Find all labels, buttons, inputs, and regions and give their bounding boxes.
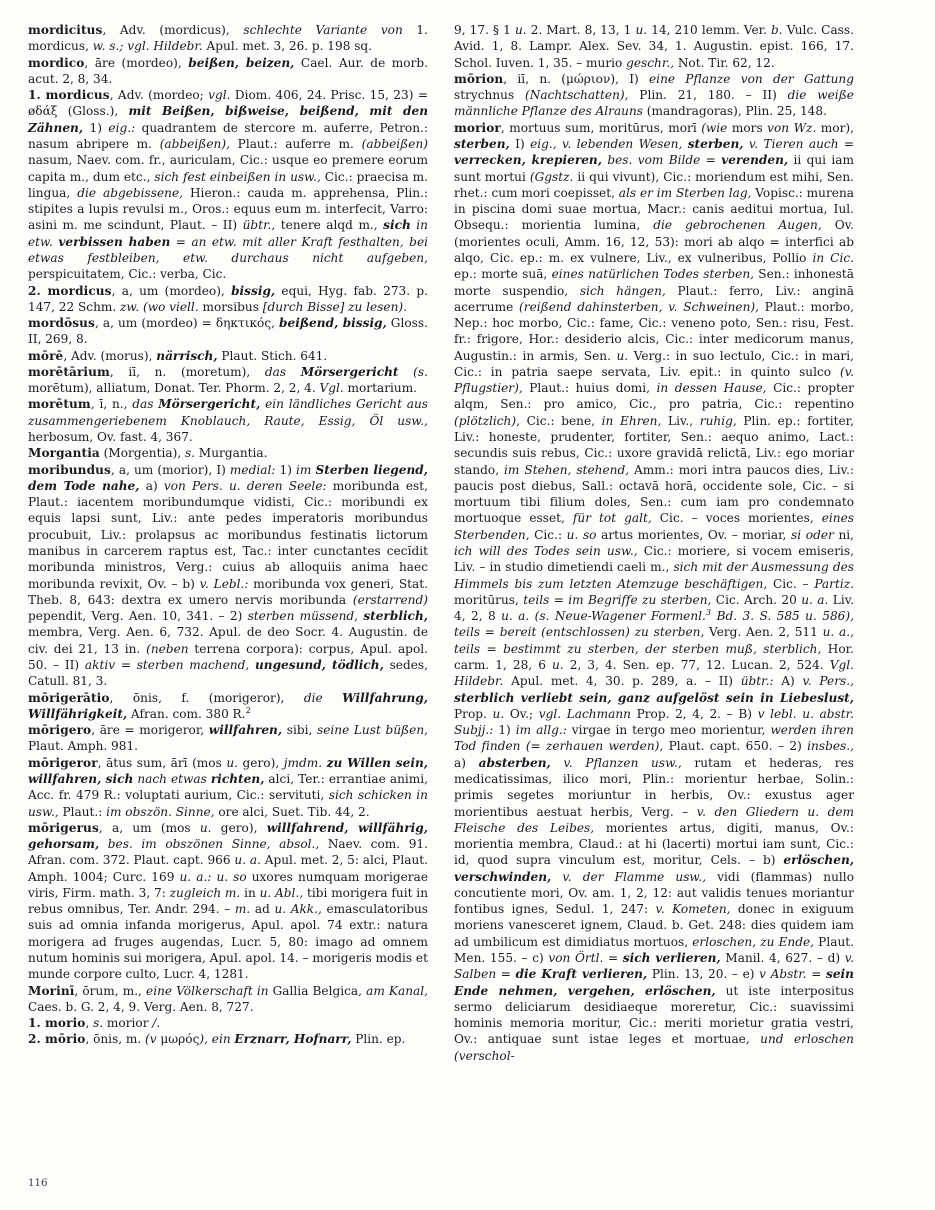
- left-column: [28, 22, 428, 1157]
- right-column: [454, 22, 854, 1157]
- page-columns: [28, 22, 907, 1157]
- dictionary-entry: mōrigerus, a, um (mos u. gero), willfahrend, willfährig, gehorsam, bes. im obszönen Sinne, absol., Naev. com. 91. Afran. com. 372. Plaut. capt. 966 u. a. Apul. met. 2, 5: alci, Plaut. Amph. 1004; Curc. 169 u. a.: u. so uxores numquam morigerae viris, Firm. math. 3, 7: zugleich m. in u. Abl., tibi morigera fuit in rebus omnibus, Ter. Andr. 294. – m. ad u. Akk., emasculatoribus suis ad omnia infanda morigerus, Apul. apol. 74 extr.: natura morigera ad fruges augendas, Lucr. 5, 80: imago ad omnem nutum hominis sui morigera, Apul. apol. 14. – morigeris modis et munde corpore culto, Lucr. 4, 1281.: [28, 820, 429, 982]
- dictionary-entry: mōrigeror, ātus sum, ārī (mos u. gero), jmdm. zu Willen sein, willfahren, sich nach etwas richten, alci, Ter.: errantiae animi, Acc. fr. 479 R.: voluptati aurium, Cic.: servituti, sich schicken in usw., Plaut.: im obszön. Sinne, ore alci, Suet. Tib. 44, 2.: [28, 755, 429, 819]
- dictionary-entry: mōrigerātio, ōnis, f. (morigeror), die Willfahrung, Willfährigkeit, Afran. com. 380 R.$^2$: [28, 690, 428, 721]
- dictionary-entry: mōrion, iī, n. (μώριον), I) eine Pflanze von der Gattung strychnus (Nachtschatten), Plin. 21, 180. – II) die weiße männliche Pflanze des Alrauns (mandragoras), Plin. 25, 148.: [454, 71, 854, 119]
- dictionary-entry: mōrigero, āre = morigeror, willfahren, sibi, seine Lust büßen, Plaut. Amph. 981.: [28, 723, 428, 754]
- dictionary-entry: 1. mordicus, Adv. (mordeo; vgl. Diom. 406, 24. Prisc. 15, 23) = øδάξ (Gloss.), mit Beißen, bißweise, beißend, mit den Zähnen, 1) eig.: quadrantem de stercore m. auferre, Petron.: nasum abripere m. (abbeißen), Plaut.: auferre m. (abbeißen) nasum, Naev. com. fr., auriculam, Cic.: usque eo premere eorum capita m., dum etc., sich fest einbeißen in usw., Cic.: praecisa m. lingua, die abgebissene, Hieron.: cauda m. apprehensa, Plin.: stipites a lupis revulsi m., Oros.: equus eum m. interfecit, Varro: asini m. me scindunt, Plaut. – II) übtr., tenere alqd m., sich in etw. verbissen haben = an etw. mit aller Kraft festhalten, bei etwas festbleiben, etw. durchaus nicht aufgeben, perspicuitatem, Cic.: verba, Cic.: [28, 88, 429, 282]
- dictionary-entry: mordicitus, Adv. (mordicus), schlechte Variante von 1. mordicus, w. s.; vgl. Hildebr. Apul. met. 3, 26. p. 198 sq.: [28, 23, 428, 54]
- dictionary-entry: mōrē, Adv. (morus), närrisch, Plaut. Stich. 641.: [28, 348, 328, 363]
- dictionary-entry: morētum, ī, n., das Mörsergericht, ein ländliches Gericht aus zusammengeriebenem Knoblauch, Raute, Essig, Öl usw., herbosum, Ov. fast. 4, 367.: [28, 397, 429, 445]
- dictionary-entry: 2. mordicus, a, um (mordeo), bissig, equi, Hyg. fab. 273. p. 147, 22 Schm. zw. (wo viell. morsibus [durch Bisse] zu lesen).: [28, 283, 428, 314]
- dictionary-entry: morētārium, iī, n. (moretum), das Mörsergericht (s. morētum), alliatum, Donat. Ter. Phorm. 2, 2, 4. Vgl. mortarium.: [28, 364, 428, 396]
- page-number: 116: [28, 1178, 48, 1189]
- dictionary-entry: mordōsus, a, um (mordeo) = δηκτικός, beißend, bissig, Gloss. II, 269, 8.: [28, 316, 428, 347]
- dictionary-entry: Morgantia (Morgentia), s. Murgantia.: [28, 446, 268, 461]
- dictionary-entry: Morinī, ōrum, m., eine Völkerschaft in Gallia Belgica, am Kanal, Caes. b. G. 2, 4, 9. Verg. Aen. 8, 727.: [28, 983, 428, 1014]
- dictionary-entry: moribundus, a, um (morior), I) medial: 1) im Sterben liegend, dem Tode nahe, a) von Pers. u. deren Seele: moribunda est, Plaut.: iacentem moribundumque vidisti, Cic.: moribundi ex equis lapsi sunt, Liv.: ante pedes imperatoris moribundus procubuit, Liv.: prolapsus ac moribundus festinatis lictorum manibus in carcerem raptus est, Tac.: inter cunctantes cecĭdit moribunda ministros, Verg.: cuius ab alloquiis anima haec moribunda revixit, Ov. – b) v. Lebl.: moribunda vox generi, Stat. Theb. 8, 643: dextra ex umero nervis moribunda (erstarrend) pependit, Verg. Aen. 10, 341. – 2) sterben müssend, sterblich, membra, Verg. Aen. 6, 732. Apul. de deo Socr. 4. Augustin. de civ. dei 21, 13 in. (neben terrena corpora): corpus, Apul. apol. 50. – II) aktiv = sterben machend, ungesund, tödlich, sedes, Catull. 81, 3.: [28, 462, 429, 689]
- dictionary-entry: mordico, āre (mordeo), beißen, beizen, Cael. Aur. de morb. acut. 2, 8, 34.: [28, 55, 428, 86]
- dictionary-entry: 2. mōrio, ōnis, m. (v μωρός), ein Erznarr, Hofnarr, Plin. ep.: [28, 1032, 406, 1047]
- dictionary-entry: 9, 17. § 1 u. 2. Mart. 8, 13, 1 u. 14, 210 lemm. Ver. b. Vulc. Cass. Avid. 1, 8. Lampr. Alex. Sev. 34, 1. Augustin. epist. 166, 17. Schol. Iuven. 1, 35. – murio geschr., Not. Tir. 62, 12.: [454, 23, 854, 70]
- dictionary-entry: morior, mortuus sum, moritūrus, morī (wie mors von Wz. mor), sterben, I) eig., v. lebenden Wesen, sterben, v. Tieren auch = verrecken, krepieren, bes. vom Bilde = verenden, ii qui iam sunt mortui (Ggstz. ii qui vivunt), Cic.: moriendum est mihi, Sen. rhet.: cum mori coepisset, als er im Sterben lag, Vopisc.: murena in piscina domi suae mortua, Macr.: canis aeditui mortua, Iul. Obsequ.: morientia lumina, die gebrochenen Augen, Ov. (morientes oculi, Amm. 16, 12, 53): mori ab alqo = interfici ab alqo, Cic. ep.: m. ex vulnere, Liv., ex vulneribus, Pollio in Cic. ep.: morte suā, eines natürlichen Todes sterben, Sen.: inhonestā morte suspendio, sich hängen, Plaut.: ferro, Liv.: anginā acerrume (reißend dahinsterben, v. Schweinen), Plaut.: morbo, Nep.: hoc morbo, Cic.: fame, Cic.: veneno poto, Sen.: risu, Fest. fr.: frigore, Hor.: desiderio alcis, Cic.: inter medicorum manus, Augustin.: in armis, Sen. u. Verg.: in suo lectulo, Cic.: in mari, Cic.: in patria saepe servata, Liv. epit.: in quinto sulco (v. Pflugstier), Plaut.: huius domi, in dessen Hause, Cic.: propter alqm, Sen.: pro amico, Cic., pro patria, Cic.: repentino (plötzlich), Cic.: bene, in Ehren, Liv., ruhig, Plin. ep.: fortiter, Liv.: honeste, prudenter, fortiter, Sen.: aequo animo, Lact.: secundis suis rebus, Cic.: uxore gravidā relictā, Liv.: ego moriar stando, im Stehen, stehend, Amm.: mori intra paucos dies, Liv.: paucis post diebus, Sall.: octavā horā, occidente sole, Cic. – si mortuum tibi filium doles, Sen.: cum iam pro condemnato mortuoque esset, für tot galt, Cic. – voces morientes, eines Sterbenden, Cic.: u. so artus morientes, Ov. – moriar, si oder ni, ich will des Todes sein usw., Cic.: moriere, si vocem emiseris, Liv. – in studio dimetiendi caeli m., sich mit der Ausmessung des Himmels bis zum letzten Atemzuge beschäftigen, Cic. – Partiz. moritūrus, teils = im Begriffe zu sterben, Cic. Arch. 20 u. a. Liv. 4, 2, 8 u. a. (s. Neue-Wagener Formenl.$^3$ Bd. 3. S. 585 u. 586), teils = bereit (entschlossen) zu sterben, Verg. Aen. 2, 511 u. a., teils = bestimmt zu sterben, der sterben muß, sterblich, Hor. carm. 1, 28, 6 u. 2, 3, 4. Sen. ep. 77, 12. Lucan. 2, 524. Vgl. Hildebr. Apul. met. 4, 30. p. 289, a. – II) übtr.: A) v. Pers., sterblich verliebt sein, ganz aufgelöst sein in Liebeslust, Prop. u. Ov.; vgl. Lachmann Prop. 2, 4, 2. – B) v lebl. u. abstr. Subjj.: 1) im allg.: virgae in tergo meo morientur, werden ihren Tod finden (= zerhauen werden), Plaut. capt. 650. – 2) insbes., a) absterben, v. Pflanzen usw., rutam et hederas, res medicatissimas, ilico mori, Plin.: morientur herbae, Solin.: primis segetes moriuntur in herbis, Ov.: exustus ager morientibus aestuat herbis, Verg. – v. den Gliedern u. dem Fleische des Leibes, morientes artus, digiti, manus, Ov.: morientia membra, Claud.: at hi (lacerti) mortui iam sunt, Cic.: id, quod supra vinculum est, moritur, Cels. – b) erlöschen, verschwinden, v. der Flamme usw., vidi (flammas) nullo concutiente mori, Ov. am. 1, 2, 12: aut validis tenues moriantur fontibus ignes, Sedul. 1, 247: v. Kometen, donec in exiguum moriens vanesceret ignem, Claud. b. Get. 248: dies quidem iam ad umbilicum est dimidiatus mortuos, erloschen, zu Ende, Plaut. Men. 155. – c) von Örtl. = sich verlieren, Manil. 4, 627. – d) v. Salben = die Kraft verlieren, Plin. 13, 20. – e) v Abstr. = sein Ende nehmen, vergehen, erlöschen, ut iste interpositus sermo deliciarum desidiaeque moreretur, Cic.: suavissimi hominis memoria moritur, Cic.: meriti morietur gratia vestri, Ov.: antiquae sunt istae leges et mortuae, und erloschen (verschol-: [454, 120, 855, 1063]
- dictionary-entry: 1. morio, s. morior /.: [28, 1016, 161, 1031]
